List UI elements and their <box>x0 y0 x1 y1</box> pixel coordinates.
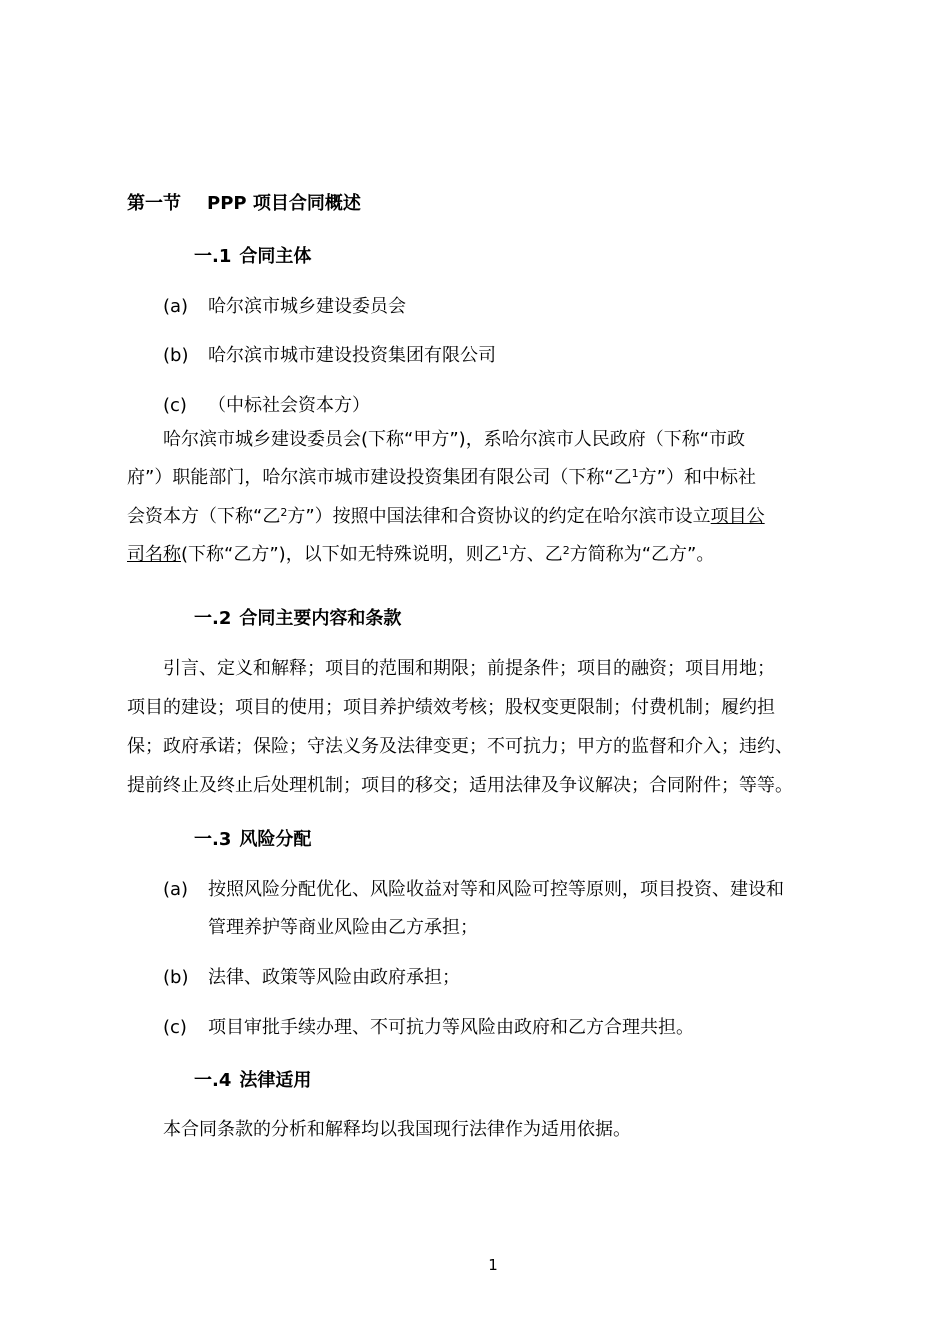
text-run: 方、乙 <box>508 544 563 565</box>
list-item: （中标社会资本方） <box>208 395 370 416</box>
underlined-placeholder: 司名称 <box>127 544 181 565</box>
subsection-title: 风险分配 <box>239 829 312 850</box>
text-run: 方”）按照中国法律和合资协议的约定在哈尔滨市设立 <box>287 506 711 527</box>
paragraph-line <box>127 466 756 490</box>
list-item: 项目审批手续办理、不可抗力等风险由政府和乙方合理共担。 <box>208 1017 694 1038</box>
subsection-number: 一.3 <box>194 829 232 850</box>
page-number: 1 <box>488 1256 498 1274</box>
underlined-placeholder: 项目公 <box>710 506 765 527</box>
paragraph-line: 哈尔滨市城乡建设委员会(下称“甲方”)，系哈尔滨市人民政府（下称“市政 <box>163 429 746 450</box>
text-run: (下称“乙方”)，以下如无特殊说明，则乙 <box>181 544 502 565</box>
subsection-title: 合同主体 <box>239 246 312 267</box>
section-number: 第一节 <box>127 193 181 214</box>
paragraph-line: 本合同条款的分析和解释均以我国现行法律作为适用依据。 <box>163 1119 631 1140</box>
list-item: 哈尔滨市城市建设投资集团有限公司 <box>208 345 496 366</box>
list-label: (b) <box>163 345 189 366</box>
list-label: (a) <box>163 296 189 317</box>
list-label: (c) <box>163 1017 187 1038</box>
superscript: 2 <box>280 506 288 519</box>
text-run: 方”）和中标社 <box>638 467 756 488</box>
section-heading <box>127 192 361 216</box>
paragraph-line <box>127 543 714 567</box>
paragraph-line: 提前终止及终止后处理机制；项目的移交；适用法律及争议解决；合同附件；等等。 <box>127 775 793 796</box>
section-title: PPP 项目合同概述 <box>207 193 361 214</box>
subsection-number: 一.1 <box>194 246 232 267</box>
paragraph-line: 项目的建设；项目的使用；项目养护绩效考核；股权变更限制；付费机制；履约担 <box>127 697 775 718</box>
subsection-heading-4 <box>194 1069 311 1093</box>
paragraph-line: 引言、定义和解释；项目的范围和期限；前提条件；项目的融资；项目用地； <box>163 658 775 679</box>
paragraph-line: 保；政府承诺；保险；守法义务及法律变更；不可抗力；甲方的监督和介入；违约、 <box>127 736 793 757</box>
subsection-title: 合同主要内容和条款 <box>239 608 402 629</box>
list-item: 哈尔滨市城乡建设委员会 <box>208 296 406 317</box>
text-run: 会资本方（下称“乙 <box>127 506 281 527</box>
list-item: 法律、政策等风险由政府承担； <box>208 967 460 988</box>
subsection-heading-3 <box>194 828 311 852</box>
list-label: (b) <box>163 967 189 988</box>
superscript: 1 <box>631 467 639 480</box>
subsection-heading-1 <box>194 245 311 269</box>
list-item-continuation: 管理养护等商业风险由乙方承担； <box>208 917 478 938</box>
superscript: 1 <box>501 544 509 557</box>
subsection-number: 一.2 <box>194 608 232 629</box>
list-label: (c) <box>163 395 187 416</box>
subsection-title: 法律适用 <box>239 1070 312 1091</box>
paragraph-line <box>127 505 765 529</box>
list-label: (a) <box>163 879 189 900</box>
subsection-heading-2 <box>194 607 401 631</box>
list-item: 按照风险分配优化、风险收益对等和风险可控等原则，项目投资、建设和 <box>208 879 784 900</box>
subsection-number: 一.4 <box>194 1070 232 1091</box>
text-run: 方简称为“乙方”。 <box>569 544 715 565</box>
text-run: 府”）职能部门，哈尔滨市城市建设投资集团有限公司（下称“乙 <box>127 467 632 488</box>
superscript: 2 <box>562 544 570 557</box>
